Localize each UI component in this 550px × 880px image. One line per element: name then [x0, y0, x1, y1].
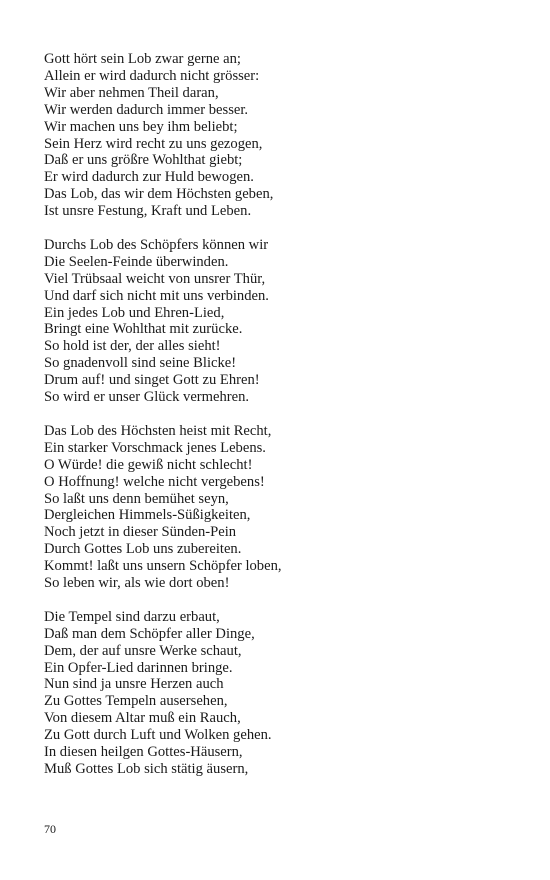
poem-line: Die Seelen-Feinde überwinden.: [44, 253, 229, 270]
poem-line: O Hoffnung! welche nicht vergebens!: [44, 473, 265, 490]
poem-line: Durchs Lob des Schöpfers können wir: [44, 236, 269, 253]
stanza-2: [44, 237, 524, 406]
stanza-3: [44, 423, 524, 592]
page-number: 70: [44, 822, 56, 836]
poem-line: Allein er wird dadurch nicht grösser:: [44, 67, 260, 84]
poem-line: So hold ist der, der alles sieht!: [44, 338, 221, 355]
poem-line: Das Lob, das wir dem Höchsten geben,: [44, 186, 274, 203]
poem-line: Daß er uns größre Wohlthat giebt;: [44, 152, 243, 169]
poem-line: Wir machen uns bey ihm beliebt;: [44, 118, 238, 135]
poem-line: So gnadenvoll sind seine Blicke!: [44, 355, 237, 372]
poem-line: O Würde! die gewiß nicht schlecht!: [44, 456, 253, 473]
poem-line: Daß man dem Schöpfer aller Dinge,: [44, 625, 255, 642]
poem-line: Wir werden dadurch immer besser.: [44, 101, 249, 118]
poem-line: Zu Gott durch Luft und Wolken gehen.: [44, 727, 272, 744]
poem-line: Noch jetzt in dieser Sünden-Pein: [44, 524, 237, 541]
poem-line: So laßt uns denn bemühet seyn,: [44, 490, 229, 507]
poem-line: So wird er unser Glück vermehren.: [44, 389, 250, 406]
poem-line: So leben wir, als wie dort oben!: [44, 575, 230, 592]
poem-line: Nun sind ja unsre Herzen auch: [44, 676, 224, 693]
poem-line: Das Lob des Höchsten heist mit Recht,: [44, 422, 272, 439]
poem-line: Kommt! laßt uns unsern Schöpfer loben,: [44, 558, 282, 575]
poem-line: Und darf sich nicht mit uns verbinden.: [44, 287, 269, 304]
poem-line: Die Tempel sind darzu erbaut,: [44, 608, 220, 625]
poem-line: Er wird dadurch zur Huld bewogen.: [44, 169, 254, 186]
stanza-1: [44, 51, 524, 220]
poem-line: Dergleichen Himmels-Süßigkeiten,: [44, 507, 251, 524]
poem-line: Sein Herz wird recht zu uns gezogen,: [44, 135, 263, 152]
poem-line: Zu Gottes Tempeln ausersehen,: [44, 693, 228, 710]
poem-line: Durch Gottes Lob uns zubereiten.: [44, 541, 242, 558]
poem-line: Viel Trübsaal weicht von unsrer Thür,: [44, 270, 266, 287]
poem-line: Ein jedes Lob und Ehren-Lied,: [44, 304, 225, 321]
poem-line: Gott hört sein Lob zwar gerne an;: [44, 51, 241, 67]
poem-line: Ein starker Vorschmack jenes Lebens.: [44, 439, 266, 456]
poem-line: Drum auf! und singet Gott zu Ehren!: [44, 372, 260, 389]
poem-line: Dem, der auf unsre Werke schaut,: [44, 642, 242, 659]
poem-line: Wir aber nehmen Theil daran,: [44, 84, 219, 101]
poem-line: In diesen heilgen Gottes-Häusern,: [44, 744, 243, 761]
poem-text: [44, 51, 524, 795]
poem-line: Ein Opfer-Lied darinnen bringe.: [44, 659, 233, 676]
poem-line: Muß Gottes Lob sich stätig äusern,: [44, 761, 249, 778]
poem-line: Ist unsre Festung, Kraft und Leben.: [44, 203, 252, 220]
stanza-4: [44, 609, 524, 778]
poem-line: Von diesem Altar muß ein Rauch,: [44, 710, 241, 727]
poem-line: Bringt eine Wohlthat mit zurücke.: [44, 321, 243, 338]
